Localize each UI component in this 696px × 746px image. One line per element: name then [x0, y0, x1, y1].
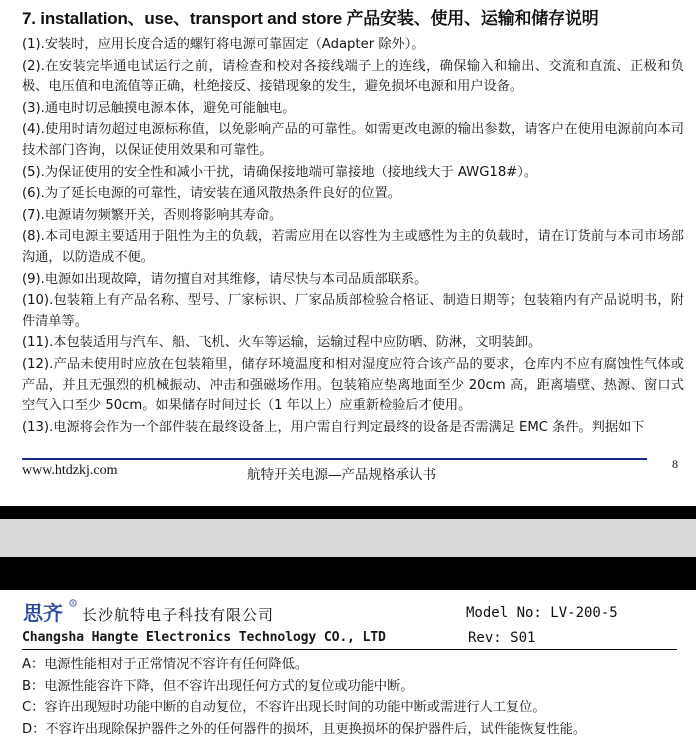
criteria-list — [22, 654, 682, 740]
model-number: Model No: LV-200-5 — [466, 605, 618, 621]
instruction-item: (9).电源如出现故障，请勿擅自对其维修，请尽快与本司品质部联系。 — [22, 271, 428, 287]
footer-rule — [22, 458, 647, 460]
section-heading: 7. installation、use、transport and store 产品安装、使用、运输和储存说明 — [22, 9, 599, 28]
instruction-item: (11).本包装适用与汽车、船、飞机、火车等运输，运输过程中应防晒、防淋，文明装卸。 — [22, 335, 542, 351]
company-name-cn: 长沙航特电子科技有限公司 — [82, 606, 275, 624]
registered-letter-icon: R — [71, 601, 75, 607]
instruction-list — [22, 35, 684, 439]
instruction-item: (10).包装箱上有产品名称、型号、厂家标识、厂家品质部检验合格证、制造日期等；包装箱内有产品说明书，附件清单等。 — [22, 293, 684, 329]
criteria-item: A：电源性能相对于正常情况不容许有任何降低。 — [22, 657, 308, 672]
page-separator-band — [0, 519, 696, 557]
instruction-item: (12).产品未使用时应放在包装箱里，储存环境温度和相对湿度应符合该产品的要求，仓库内不应有腐蚀性气体或产品，并且无强烈的机械振动、冲击和强磁场作用。包装箱应垫离地面至少 20cm 高，距离墙壁、热源、窗口式空气入口至少 50cm。如果储存时间过长（1 年以上）应重新检验后才使用。 — [22, 356, 684, 414]
company-logo — [22, 598, 78, 628]
instruction-item: (7).电源请勿频繁开关，否则将影响其寿命。 — [22, 207, 283, 223]
instruction-item: (6).为了延长电源的可靠性，请安装在通风散热条件良好的位置。 — [22, 186, 401, 202]
revision: Rev: S01 — [468, 630, 536, 646]
instruction-item: (1).安装时，应用长度合适的螺钉将电源可靠固定（Adapter 除外）。 — [22, 37, 425, 52]
next-page — [0, 590, 696, 746]
instruction-item: (4).使用时请勿超过电源标称值，以免影响产品的可靠性。如需更改电源的输出参数，请客户在使用电源前向本司技术部门咨询，以保证使用效果和可靠性。 — [22, 122, 684, 158]
page-number: 8 — [672, 457, 678, 471]
page-separator — [0, 506, 696, 590]
company-name-en: Changsha Hangte Electronics Technology CO., LTD — [22, 630, 386, 645]
header-rule — [22, 649, 677, 650]
criteria-item: C：容许出现短时功能中断的自动复位，不容许出现长时间的功能中断或需进行人工复位。 — [22, 700, 546, 716]
instruction-item: (3).通电时切忌触摸电源本体，避免可能触电。 — [22, 100, 296, 116]
criteria-item: D：不容许出现除保护器件之外的任何器件的损坏，且更换损坏的保护器件后，试件能恢复性能。 — [22, 721, 587, 737]
footer-url: www.htdzkj.com — [22, 463, 118, 478]
logo-text: 思齐 — [23, 601, 63, 625]
footer-title: 航特开关电源—产品规格承认书 — [247, 467, 436, 483]
instruction-item: (5).为保证使用的安全性和减小干扰，请确保接地端可靠接地（接地线大于 AWG18#）。 — [22, 164, 538, 180]
instruction-item: (8).本司电源主要适用于阻性为主的负载，若需应用在以容性为主或感性为主的负载时，请在订货前与本司市场部沟通，以防造成不便。 — [22, 229, 684, 265]
instruction-item: (2).在安装完毕通电试运行之前，请检查和校对各接线端子上的连线，确保输入和输出、交流和直流、正极和负极、电压值和电流值等正确，杜绝接反、接错现象的发生，避免损坏电源和用户设备。 — [22, 58, 684, 95]
criteria-item: B：电源性能容许下降，但不容许出现任何方式的复位或功能中断。 — [22, 678, 414, 694]
instruction-item: (13).电源将会作为一个部件装在最终设备上，用户需自行判定最终的设备是否需满足 EMC 条件。判据如下 — [22, 419, 645, 435]
